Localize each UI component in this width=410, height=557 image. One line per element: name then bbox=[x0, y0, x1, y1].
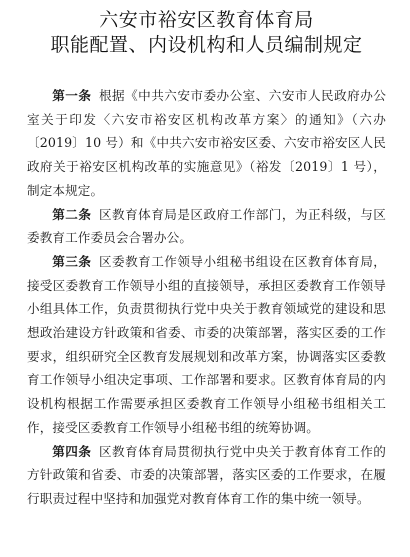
article-2 bbox=[27, 203, 386, 250]
article-4 bbox=[27, 440, 386, 511]
article-1-number: 第一条 bbox=[52, 88, 92, 103]
article-3-text: 区委教育工作领导小组秘书组设在区教育体育局，接受区委教育工作领导小组的直接领导，承担区委教育工作领导小组具体工作，负责贯彻执行党中央关于教育领域党的建设和思想政治建设方针政策和省委、市委的决策部署，落实区委的工作要求，组织研究全区教育发展规划和改革方案，协调落实区委教育工作领导小组决定事项、工作部署和要求。区教育体育局的内设机构根据工作需要承担区委教育工作领导小组秘书组相关工作，接受区委教育工作领导小组秘书组的统筹协调。 bbox=[27, 253, 386, 435]
article-4-number: 第四条 bbox=[52, 443, 92, 459]
article-1 bbox=[27, 84, 386, 203]
document-title bbox=[27, 8, 386, 58]
title-line-2: 职能配置、内设机构和人员编制规定 bbox=[50, 34, 363, 56]
article-4-text: 区教育体育局贯彻执行党中央关于教育体育工作的方针政策和省委、市委的决策部署，落实区委的工作要求，在履行职责过程中坚持和加强党对教育体育工作的集中统一领导。 bbox=[27, 443, 386, 506]
article-2-number: 第二条 bbox=[52, 206, 92, 222]
article-3-number: 第三条 bbox=[52, 253, 92, 269]
article-2-text: 区教育体育局是区政府工作部门，为正科级，与区委教育工作委员会合署办公。 bbox=[27, 206, 386, 246]
title-line-1: 六安市裕安区教育体育局 bbox=[99, 9, 314, 31]
article-1-text: 根据《中共六安市委办公室、六安市人民政府办公室关于印发〈六安市裕安区机构改革方案〉的通知》（六办〔2019〕10 号）和《中共六安市裕安区委、六安市裕安区人民政府关于裕安区机构改革的实施意见》（裕发〔2019〕1 号），制定本规定。 bbox=[27, 88, 386, 198]
article-3 bbox=[27, 250, 386, 440]
